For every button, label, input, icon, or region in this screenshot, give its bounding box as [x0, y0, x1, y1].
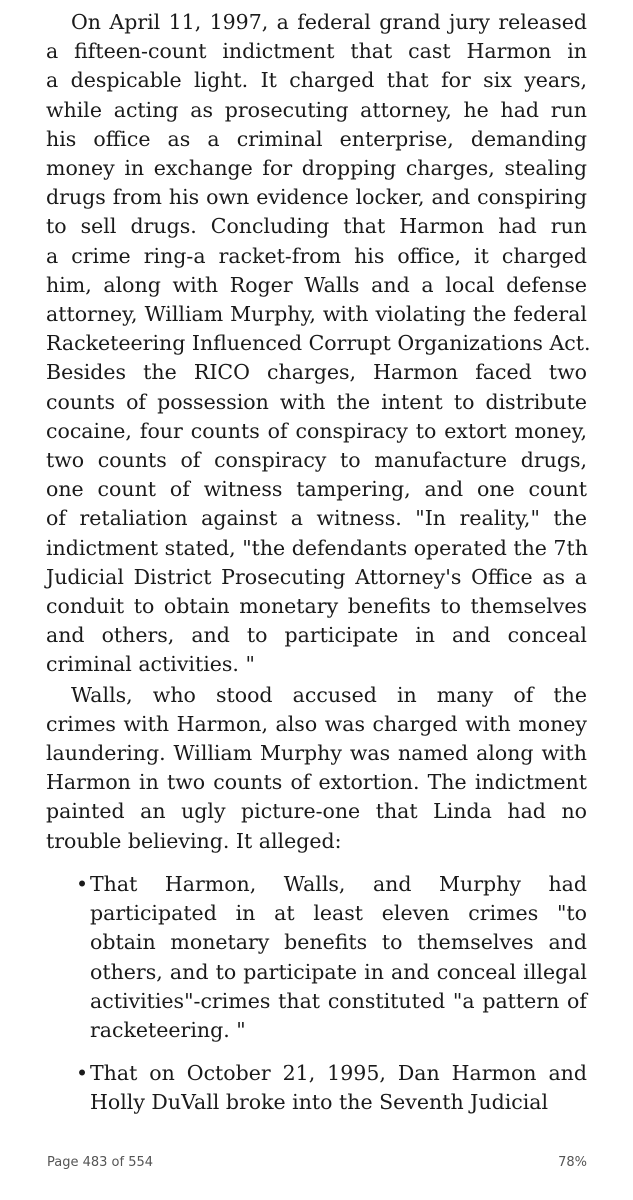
text-line: Racketeering Influenced Corrupt Organizations Act.: [46, 331, 591, 356]
text-line: a crime ring-a racket-from his office, it charged: [46, 243, 587, 268]
text-line: drugs from his own evidence locker, and conspiring: [46, 185, 587, 210]
text-line: his office as a criminal enterprise, demanding: [46, 126, 587, 151]
text-line: criminal activities. ": [46, 652, 255, 677]
text-line: a fifteen-count indictment that cast Harmon in: [46, 39, 587, 64]
text-line: to sell drugs. Concluding that Harmon had run: [46, 214, 587, 239]
text-line: Holly DuVall broke into the Seventh Judicial: [90, 1090, 549, 1115]
list-item: [46, 870, 587, 1045]
text-line: others, and to participate in and conceal illegal: [90, 959, 587, 984]
text-line: while acting as prosecuting attorney, he had run: [46, 97, 587, 122]
text-line: conduit to obtain monetary benefits to themselves: [46, 594, 587, 619]
progress-percent: 78%: [558, 1155, 587, 1170]
text-line: laundering. William Murphy was named along with: [46, 741, 587, 766]
text-line: trouble believing. It alleged:: [46, 828, 342, 853]
allegation-list: [46, 870, 587, 1118]
text-line: indictment stated, "the defendants operated the 7th: [46, 535, 588, 560]
text-line: Besides the RICO charges, Harmon faced two: [46, 360, 587, 385]
text-line: him, along with Roger Walls and a local defense: [46, 272, 587, 297]
text-line: two counts of conspiracy to manufacture drugs,: [46, 448, 587, 473]
book-page: [46, 8, 591, 1132]
text-line: cocaine, four counts of conspiracy to extort money,: [46, 418, 587, 443]
text-line: money in exchange for dropping charges, stealing: [46, 156, 587, 181]
text-line: On April 11, 1997, a federal grand jury released: [71, 10, 587, 34]
text-line: a despicable light. It charged that for six years,: [46, 68, 587, 93]
paragraph-1: [46, 8, 591, 680]
text-line: counts of possession with the intent to distribute: [46, 389, 587, 414]
list-item: [46, 1059, 587, 1117]
text-line: one count of witness tampering, and one count: [46, 477, 587, 502]
text-line: painted an ugly picture-one that Linda had no: [46, 799, 587, 824]
text-line: obtain monetary benefits to themselves and: [90, 930, 587, 955]
text-line: participated in at least eleven crimes "to: [90, 901, 587, 926]
page-indicator: Page 483 of 554: [47, 1155, 154, 1170]
text-line: That on October 21, 1995, Dan Harmon and: [90, 1061, 587, 1086]
text-line: of retaliation against a witness. "In reality," the: [46, 506, 587, 531]
text-line: racketeering. ": [90, 1017, 246, 1042]
text-line: Walls, who stood accused in many of the: [71, 682, 587, 707]
text-line: crimes with Harmon, also was charged with money: [46, 711, 587, 736]
paragraph-2: [46, 681, 587, 856]
bullet-icon: •: [76, 871, 89, 896]
text-line: That Harmon, Walls, and Murphy had: [90, 871, 587, 896]
text-line: attorney, William Murphy, with violating the federal: [46, 302, 587, 327]
text-line: Harmon in two counts of extortion. The indictment: [46, 770, 587, 795]
bullet-icon: •: [76, 1061, 89, 1086]
text-line: and others, and to participate in and conceal: [46, 623, 587, 648]
text-line: activities"-crimes that constituted "a pattern of: [90, 988, 587, 1013]
text-line: Judicial District Prosecuting Attorney's Office as a: [46, 564, 587, 589]
